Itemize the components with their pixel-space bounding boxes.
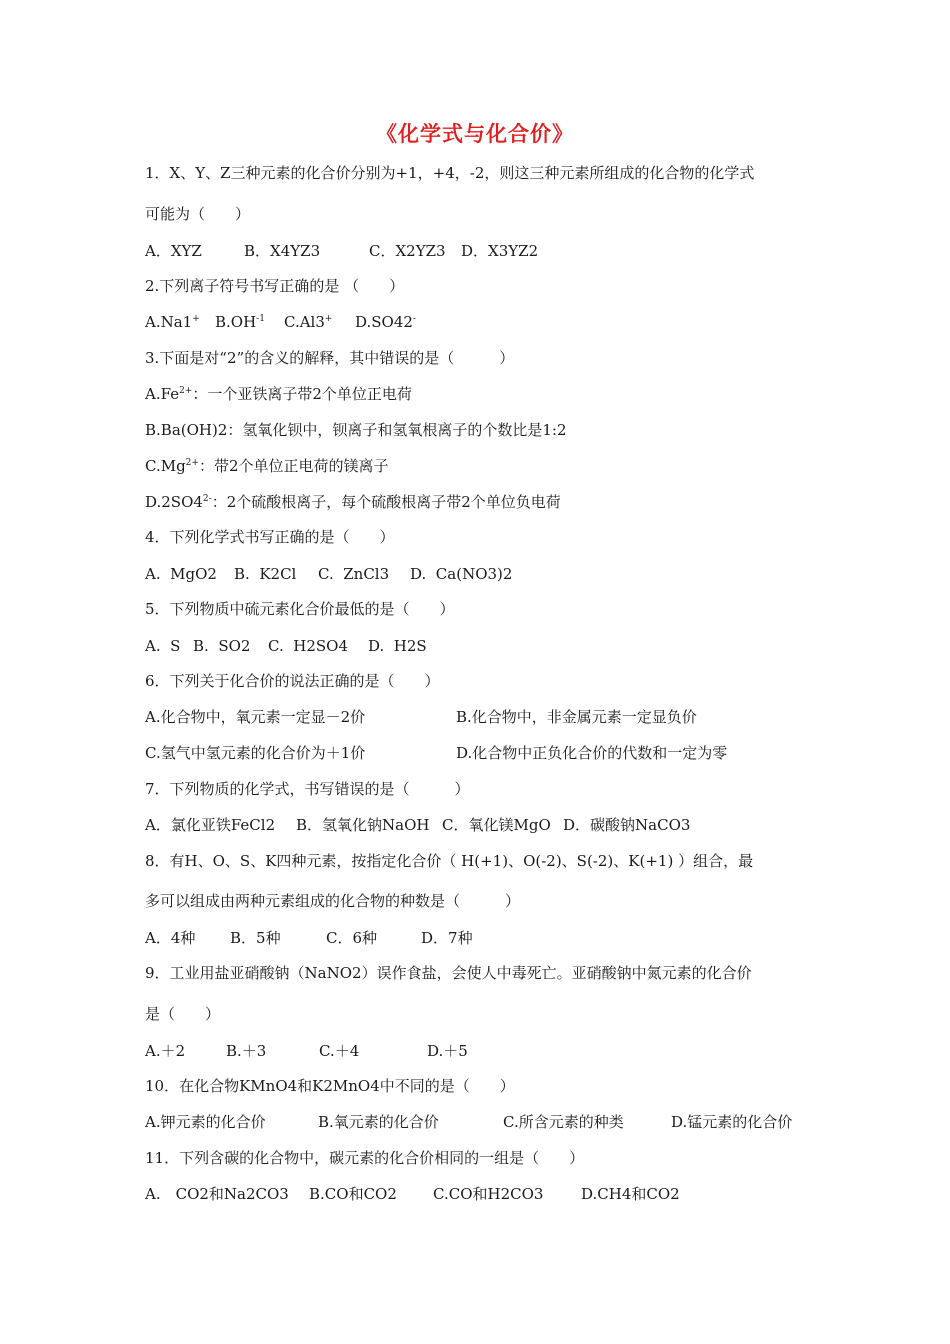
q6-option-d: D.化合物中正负化合价的代数和一定为零 [456, 744, 728, 762]
q1-option-c: C．X2YZ3 [369, 242, 446, 260]
q11-option-d: D.CH4和CO2 [581, 1185, 680, 1203]
q3-option-a: $A.Fe^{2+}$：一个亚铁离子带2个单位正电荷 [145, 385, 412, 403]
q1-stem-line-2: 可能为（ ） [145, 205, 251, 223]
q1-option-a: A．XYZ [145, 242, 202, 260]
q8-option-b: B．5种 [230, 929, 281, 947]
q11-stem: 11．下列含碳的化合物中，碳元素的化合价相同的一组是（ ） [145, 1149, 585, 1167]
q1-option-d: D．X3YZ2 [461, 242, 539, 260]
q9-option-b: B.＋3 [226, 1042, 267, 1060]
q2-option-a: A.Na1+ [145, 313, 200, 331]
q4-option-c: C. ZnCl3 [318, 565, 390, 583]
q4-option-b: B. K2Cl [234, 565, 297, 583]
q9-option-c: C.＋4 [319, 1042, 360, 1060]
document-title: 《化学式与化合价》 [376, 121, 574, 146]
q10-option-a: A.钾元素的化合价 [145, 1113, 266, 1131]
q8-option-d: D．7种 [421, 929, 473, 947]
q2-stem: 2.下列离子符号书写正确的是 （ ） [145, 277, 405, 295]
q6-option-b: B.化合物中，非金属元素一定显负价 [456, 708, 697, 726]
q6-stem: 6．下列关于化合价的说法正确的是（ ） [145, 672, 440, 690]
q8-option-c: C．6种 [326, 929, 378, 947]
q7-option-c: C．氧化镁MgO [442, 816, 551, 834]
q5-stem: 5．下列物质中硫元素化合价最低的是（ ） [145, 600, 455, 618]
q5-option-c: C. H2SO4 [268, 637, 348, 655]
q7-option-a: A．氯化亚铁FeCl2 [145, 816, 276, 834]
q4-option-d: D. Ca(NO3)2 [410, 565, 513, 583]
q9-option-a: A.＋2 [145, 1042, 186, 1060]
q4-stem: 4．下列化学式书写正确的是（ ） [145, 528, 395, 546]
q5-option-a: A. S [145, 637, 181, 655]
q3-option-c: $C.Mg^{2+}$：带2个单位正电荷的镁离子 [145, 457, 389, 475]
q11-option-b: B.CO和CO2 [309, 1185, 397, 1203]
q8-stem-line-1: 8．有H、O、S、K四种元素，按指定化合价（ H(+1)、O(-2)、S(-2)、K(+1) ）组合，最 [145, 852, 754, 870]
q10-stem: 10．在化合物KMnO4和K2MnO4中不同的是（ ） [145, 1077, 515, 1095]
q2-option-c: C.Al3+ [284, 313, 333, 331]
q3-stem: 3.下面是对“2”的含义的解释，其中错误的是（ ） [145, 349, 515, 367]
q7-option-b: B．氢氧化钠NaOH [296, 816, 430, 834]
q2-option-b: $B.OH^{-1}$ [215, 313, 265, 331]
q11-option-c: C.CO和H2CO3 [433, 1185, 544, 1203]
q9-stem-line-2: 是（ ） [145, 1005, 221, 1023]
q6-option-c: C.氢气中氢元素的化合价为＋1价 [145, 744, 366, 762]
q10-option-b: B.氧元素的化合价 [318, 1113, 439, 1131]
q11-option-a: A. CO2和Na2CO3 [145, 1185, 289, 1203]
q1-stem-line-1: 1．X、Y、Z三种元素的化合价分别为+1，+4，-2，则这三种元素所组成的化合物的化学式 [145, 164, 755, 182]
q7-stem: 7．下列物质的化学式，书写错误的是（ ） [145, 780, 470, 798]
q4-option-a: A. MgO2 [145, 565, 217, 583]
q10-option-c: C.所含元素的种类 [503, 1113, 624, 1131]
q3-option-b: B.Ba(OH)2：氢氧化钡中，钡离子和氢氧根离子的个数比是1:2 [145, 421, 567, 439]
q3-option-d: $D.2SO4^{2-}$：2个硫酸根离子，每个硫酸根离子带2个单位负电荷 [145, 493, 561, 511]
q9-option-d: D.＋5 [427, 1042, 468, 1060]
q9-stem-line-1: 9．工业用盐亚硝酸钠（NaNO2）误作食盐，会使人中毒死亡。亚硝酸钠中氮元素的化合价 [145, 964, 752, 982]
q2-option-d: D.SO42- [355, 313, 416, 331]
q8-stem-line-2: 多可以组成由两种元素组成的化合物的种数是（ ） [145, 892, 521, 910]
q6-option-a: A.化合物中，氧元素一定显－2价 [145, 708, 366, 726]
q1-option-b: B．X4YZ3 [244, 242, 321, 260]
q7-option-d: D．碳酸钠NaCO3 [563, 816, 691, 834]
q5-option-d: D. H2S [368, 637, 427, 655]
q8-option-a: A．4种 [145, 929, 196, 947]
q5-option-b: B. SO2 [193, 637, 251, 655]
q10-option-d: D.锰元素的化合价 [671, 1113, 793, 1131]
